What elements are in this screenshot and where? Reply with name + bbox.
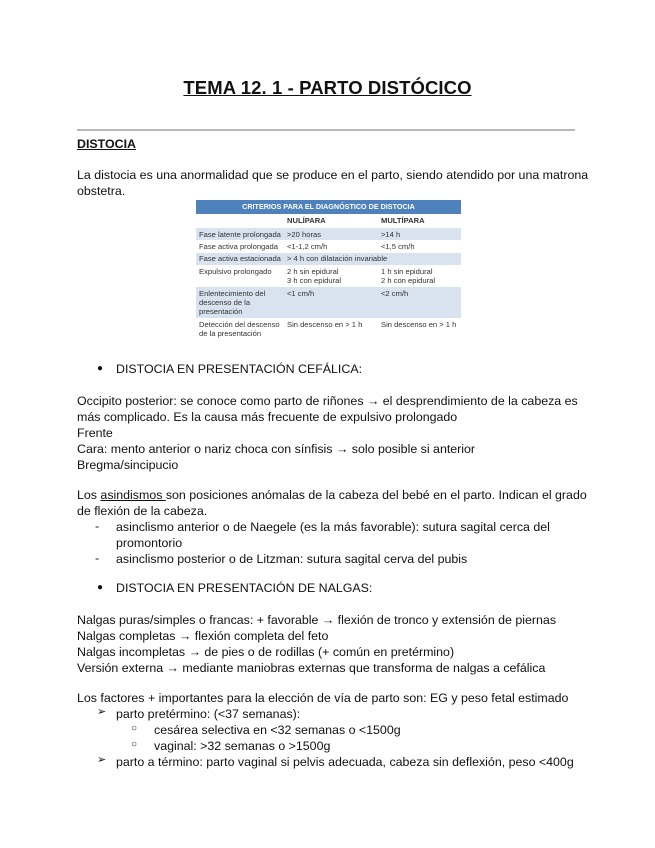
row-multipara bbox=[378, 265, 461, 287]
nalgas-line-1: Nalgas puras/simples o francas: + favorable → flexión de tronco y extensión de piernas bbox=[77, 613, 557, 627]
row-label: Fase activa prolongada bbox=[196, 240, 284, 252]
table-row bbox=[196, 253, 461, 265]
arrow-icon: ➢ bbox=[97, 706, 107, 718]
intro-line-1: La distocia es una anormalidad que se produce en el parto, siendo atendido por una matrona bbox=[77, 168, 589, 182]
table-row bbox=[196, 240, 461, 252]
arrow-icon: ➢ bbox=[97, 754, 107, 766]
bullet-icon: ● bbox=[97, 363, 104, 374]
table-row bbox=[196, 318, 461, 340]
intro-line-2: obstetra. bbox=[77, 184, 126, 198]
factores-intro: Los factores + importantes para la elección de vía de parto son: EG y peso fetal estimado bbox=[77, 691, 569, 705]
row-span-value: > 4 h con dilatación invariable bbox=[284, 253, 461, 265]
asinclismos-pre: Los bbox=[77, 488, 101, 502]
row-nulipara: Sin descenso en > 1 h bbox=[284, 318, 378, 340]
asinclismo-posterior-line: asinclismo posterior o de Litzman: sutura sagital cerva del pubis bbox=[116, 552, 468, 566]
dash-icon: - bbox=[95, 519, 100, 533]
cell-line: Detección del descenso bbox=[199, 319, 280, 329]
row-nulipara: <1 cm/h bbox=[284, 287, 378, 318]
circle-bullet-icon: ○ bbox=[131, 723, 138, 734]
cesarea-line: cesárea selectiva en <32 semanas o <1500g bbox=[154, 723, 401, 737]
cell-line: 1 h sin epidural bbox=[381, 266, 433, 276]
nalgas-heading: DISTOCIA EN PRESENTACIÓN DE NALGAS: bbox=[116, 581, 373, 595]
row-label bbox=[196, 287, 284, 318]
row-label: Expulsivo prolongado bbox=[196, 265, 284, 287]
table-row bbox=[196, 287, 461, 318]
row-label: Fase latente prolongada bbox=[196, 228, 284, 240]
row-multipara: >14 h bbox=[378, 228, 461, 240]
table-header-nulipara: NULÍPARA bbox=[284, 214, 378, 228]
row-multipara: <1,5 cm/h bbox=[378, 240, 461, 252]
row-multipara: <2 cm/h bbox=[378, 287, 461, 318]
cell-line: 2 h sin epidural bbox=[287, 266, 339, 276]
horizontal-rule bbox=[77, 129, 575, 131]
row-label: Fase activa estacionada bbox=[196, 253, 284, 265]
pretermino-line: parto pretérmino: (<37 semanas): bbox=[116, 707, 301, 721]
table-title: CRITERIOS PARA EL DIAGNÓSTICO DE DISTOCIA bbox=[196, 200, 461, 214]
asinclismos-line-1 bbox=[77, 487, 587, 503]
cell-line: presentación bbox=[199, 307, 243, 317]
cell-line: 2 h con epidural bbox=[381, 276, 436, 286]
table-row bbox=[196, 228, 461, 240]
row-label bbox=[196, 318, 284, 340]
asinclismo-anterior-line-2: promontorio bbox=[116, 536, 183, 550]
nalgas-line-2: Nalgas completas → flexión completa del feto bbox=[77, 629, 329, 643]
asinclismos-line-2: de flexión de la cabeza. bbox=[77, 504, 208, 518]
section-heading: DISTOCIA bbox=[77, 137, 136, 151]
bullet-icon: ● bbox=[97, 582, 104, 593]
cell-line: descenso de la bbox=[199, 297, 251, 307]
table-header-multipara: MULTÍPARA bbox=[378, 214, 461, 228]
vaginal-line: vaginal: >32 semanas o >1500g bbox=[154, 739, 331, 753]
criteria-table bbox=[196, 200, 461, 340]
dash-icon: - bbox=[95, 551, 100, 565]
asinclismo-anterior-line-1: asinclismo anterior o de Naegele (es la más favorable): sutura sagital cerca del bbox=[116, 520, 550, 534]
row-nulipara bbox=[284, 265, 378, 287]
asinclismos-word: asindismos bbox=[100, 488, 166, 502]
cara-line: Cara: mento anterior o nariz choca con sínfisis → solo posible si anterior bbox=[77, 442, 476, 456]
cefalica-heading: DISTOCIA EN PRESENTACIÓN CEFÁLICA: bbox=[116, 362, 363, 376]
nalgas-line-4: Versión externa → mediante maniobras externas que transforma de nalgas a cefálica bbox=[77, 661, 546, 675]
occipito-line-2: más complicado. Es la causa más frecuente de expulsivo prolongado bbox=[77, 410, 458, 424]
page-title: TEMA 12. 1 - PARTO DISTÓCICO bbox=[183, 77, 472, 98]
table-row bbox=[196, 265, 461, 287]
termino-line: parto a término: parto vaginal si pelvis adecuada, cabeza sin deflexión, peso <400g bbox=[116, 755, 574, 769]
row-multipara: Sin descenso en > 1 h bbox=[378, 318, 461, 340]
cell-line: Enlentecimiento del bbox=[199, 288, 266, 298]
row-nulipara: >20 horas bbox=[284, 228, 378, 240]
circle-bullet-icon: ○ bbox=[131, 739, 138, 750]
occipito-line-1: Occipito posterior: se conoce como parto de riñones → el desprendimiento de la cabeza es bbox=[77, 394, 578, 408]
asinclismos-post: son posiciones anómalas de la cabeza del bebé en el parto. Indican el grado bbox=[165, 488, 587, 502]
cell-line: de la presentación bbox=[199, 329, 262, 339]
row-nulipara: <1-1,2 cm/h bbox=[284, 240, 378, 252]
table-header-empty bbox=[196, 214, 284, 228]
nalgas-line-3: Nalgas incompletas → de pies o de rodillas (+ común en pretérmino) bbox=[77, 645, 455, 659]
bregma-line: Bregma/sincipucio bbox=[77, 458, 179, 472]
cell-line: 3 h con epidural bbox=[287, 276, 342, 286]
frente-line: Frente bbox=[77, 426, 113, 440]
